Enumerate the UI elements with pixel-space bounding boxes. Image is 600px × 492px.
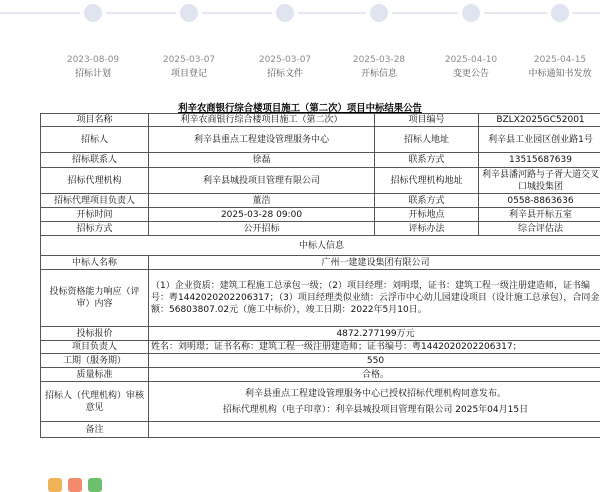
cell-value: 13515687639 xyxy=(479,153,600,168)
cell-value: 公开招标 xyxy=(149,222,375,236)
table-row xyxy=(41,327,600,341)
cell-value: 姓名：刘明璟；证书名称：建筑工程一级注册建造师；证书编号：粤1442020202206317； xyxy=(149,341,600,354)
table-row xyxy=(41,236,600,256)
cell-label: 招标人地址 xyxy=(375,127,479,153)
cell-label: 联系方式 xyxy=(375,153,479,168)
cell-value xyxy=(149,382,600,422)
table-row xyxy=(41,153,600,168)
cell-value: 合格。 xyxy=(149,368,600,382)
table-row xyxy=(41,354,600,368)
cell-value xyxy=(149,422,600,438)
timeline-step[interactable] xyxy=(329,0,429,80)
cell-label: 招标联系人 xyxy=(41,153,149,168)
cell-label: 工期（服务期） xyxy=(41,354,149,368)
table-row xyxy=(41,168,600,194)
cell-value: 2025-03-28 09:00 xyxy=(149,208,375,222)
step-name: 招标文件 xyxy=(235,68,335,80)
cell-label: 联系方式 xyxy=(375,194,479,208)
table-row xyxy=(41,341,600,354)
step-name: 变更公告 xyxy=(421,68,521,80)
cell-value: BZLX2025GC52001 xyxy=(479,114,600,127)
share-bar xyxy=(48,478,102,492)
step-name: 中标通知书发放 xyxy=(510,68,600,80)
share-icon[interactable] xyxy=(48,478,62,492)
cell-value: 利辛农商银行综合楼项目施工（第二次） xyxy=(149,114,375,127)
table-row xyxy=(41,194,600,208)
winner-info-header: 中标人信息 xyxy=(41,236,600,256)
cell-label: 项目负责人 xyxy=(41,341,149,354)
cell-value: 4872.277199万元 xyxy=(149,327,600,341)
cell-value: 0558-8863636 xyxy=(479,194,600,208)
cell-label: 项目名称 xyxy=(41,114,149,127)
cell-label: 质量标准 xyxy=(41,368,149,382)
cell-label: 招标代理机构地址 xyxy=(375,168,479,194)
progress-timeline xyxy=(0,0,600,92)
cell-label: 开标时间 xyxy=(41,208,149,222)
table-row xyxy=(41,256,600,270)
step-date: 2025-03-28 xyxy=(329,54,429,66)
timeline-step[interactable] xyxy=(43,0,143,80)
table-row xyxy=(41,270,600,327)
cell-label: 开标地点 xyxy=(375,208,479,222)
cell-value: 综合评估法 xyxy=(479,222,600,236)
review-signature-line: 招标代理机构（电子印章）：利辛县城投项目管理有限公司 2025年04月15日 xyxy=(151,404,600,416)
step-name: 项目登记 xyxy=(139,68,239,80)
step-date: 2025-04-10 xyxy=(421,54,521,66)
step-date: 2025-03-07 xyxy=(235,54,335,66)
step-date: 2025-04-15 xyxy=(510,54,600,66)
table-row xyxy=(41,382,600,422)
review-text-line: 利辛县重点工程建设管理服务中心已授权招标代理机构同意发布。 xyxy=(151,388,600,400)
table-row xyxy=(41,114,600,127)
step-dot-icon xyxy=(272,0,298,26)
favorite-icon[interactable] xyxy=(68,478,82,492)
cell-label: 投标报价 xyxy=(41,327,149,341)
cell-value: 550 xyxy=(149,354,600,368)
step-name: 开标信息 xyxy=(329,68,429,80)
cell-label: 中标人名称 xyxy=(41,256,149,270)
cell-label: 招标人 xyxy=(41,127,149,153)
table-row xyxy=(41,422,600,438)
cell-value: （1）企业资质：建筑工程施工总承包一级；（2）项目经理：刘明璟，证书：建筑工程一级注册建造师，证书编号：粤1442020202206317；（3）项目经理类似业绩：云浮市中心幼儿园建设项目（设计施工总承包），合同金额：56803807.02元（施工中标价），竣工日期：2022年5月10日。 xyxy=(149,270,600,327)
step-date: 2025-03-07 xyxy=(139,54,239,66)
cell-label: 投标资格能力响应（评审）内容 xyxy=(41,270,149,327)
step-dot-icon xyxy=(176,0,202,26)
cell-label: 评标办法 xyxy=(375,222,479,236)
page-title: 利辛农商银行综合楼项目施工（第二次）项目中标结果公告 xyxy=(0,100,600,114)
result-table xyxy=(40,113,600,438)
cell-value: 利辛县潘河路与子胥大道交叉口城投集团 xyxy=(479,168,600,194)
cell-label: 项目编号 xyxy=(375,114,479,127)
cell-label: 招标代理项目负责人 xyxy=(41,194,149,208)
cell-value: 广州一建建设集团有限公司 xyxy=(149,256,600,270)
step-name: 招标计划 xyxy=(43,68,143,80)
cell-label: 招标方式 xyxy=(41,222,149,236)
step-dot-icon xyxy=(80,0,106,26)
cell-label: 备注 xyxy=(41,422,149,438)
cell-label: 招标人（代理机构）审核意见 xyxy=(41,382,149,422)
cell-value: 董浩 xyxy=(149,194,375,208)
timeline-step[interactable] xyxy=(139,0,239,80)
wechat-icon[interactable] xyxy=(88,478,102,492)
step-dot-icon xyxy=(366,0,392,26)
timeline-step[interactable] xyxy=(421,0,521,80)
cell-label: 招标代理机构 xyxy=(41,168,149,194)
table-row xyxy=(41,127,600,153)
step-dot-icon xyxy=(547,0,573,26)
step-dot-icon xyxy=(458,0,484,26)
timeline-step[interactable] xyxy=(235,0,335,80)
table-row xyxy=(41,222,600,236)
step-date: 2023-08-09 xyxy=(43,54,143,66)
cell-value: 徐磊 xyxy=(149,153,375,168)
cell-value: 利辛县重点工程建设管理服务中心 xyxy=(149,127,375,153)
cell-value: 利辛县开标五室 xyxy=(479,208,600,222)
timeline-step[interactable] xyxy=(510,0,600,80)
table-row xyxy=(41,208,600,222)
cell-value: 利辛县工业园区创业路1号 xyxy=(479,127,600,153)
table-row xyxy=(41,368,600,382)
cell-value: 利辛县城投项目管理有限公司 xyxy=(149,168,375,194)
